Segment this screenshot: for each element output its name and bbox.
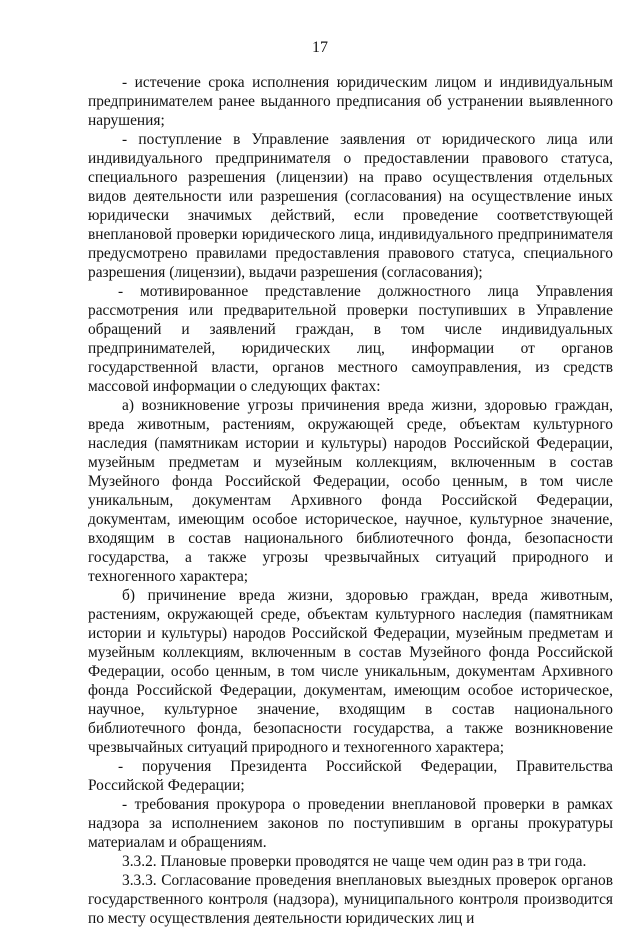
paragraph-harm-caused: б) причинение вреда жизни, здоровью граждан, вреда животным, растениям, окружающей среде, объектам культурного наследия (памятникам истории и культуры) народов Российской Федерации, музейным предметам и музейным коллекциям, включенным в состав Музейного фонда Российской Федерации, особо ценным, в том числе уникальным, документам Архивного фонда Российской Федерации, документам, имеющим особое историческое, научное, культурное значение, входящим в состав национального библиотечного фонда, безопасности государства, а также возникновение чрезвычайных ситуаций природного и техногенного характера; (88, 587, 613, 756)
paragraph-president-orders: - поручения Президента Российской Федерации, Правительства Российской Федерации; (88, 758, 613, 794)
paragraph-threat-of-harm: а) возникновение угрозы причинения вреда жизни, здоровью граждан, вреда животным, растениям, окружающей среде, объектам культурного наследия (памятникам истории и культуры) народов Российской Федерации, музейным предметам и музейным коллекциям, включенным в состав Музейного фонда Российской Федерации, особо ценным, в том числе уникальным, документам Архивного фонда Российской Федерации, документам, имеющим особое историческое, научное, культурное значение, входящим в состав национального библиотечного фонда, безопасности государства, а также угрозы чрезвычайных ситуаций природного и техногенного характера; (88, 397, 613, 585)
paragraph-section-3-3-2: 3.3.2. Плановые проверки проводятся не чаще чем один раз в три года. (122, 853, 587, 870)
paragraph-prosecutor-demand: - требования прокурора о проведении внеплановой проверки в рамках надзора за исполнением законов по поступившим в органы прокуратуры материалам и обращениям. (88, 796, 613, 851)
page-number: 17 (312, 39, 328, 56)
paragraph-section-3-3-3: 3.3.3. Согласование проведения внеплановых выездных проверок органов государственного контроля (надзора), муниципального контроля производится по месту осуществления деятельности юридических лиц и (88, 872, 613, 927)
document-body (88, 73, 613, 928)
paragraph-prescription-expiry: - истечение срока исполнения юридическим лицом и индивидуальным предпринимателем ранее выданного предписания об устранении выявленного нарушения; (88, 74, 613, 129)
paragraph-application-received: - поступление в Управление заявления от юридического лица или индивидуального предпринимателя о предоставлении правового статуса, специального разрешения (лицензии) на право осуществления отдельных видов деятельности или разрешения (согласования) на осуществление иных юридически значимых действий, если проведение соответствующей внеплановой проверки юридического лица, индивидуального предпринимателя предусмотрено правилами предоставления правового статуса, специального разрешения (лицензии), выдачи разрешения (согласования); (88, 131, 613, 281)
paragraph-motivated-submission: - мотивированное представление должностного лица Управления рассмотрения или предварительной проверки поступивших в Управление обращений и заявлений граждан, в том числе индивидуальных предпринимателей, юридических лиц, информации от органов государственной власти, органов местного самоуправления, из средств массовой информации о следующих фактах: (88, 283, 613, 395)
